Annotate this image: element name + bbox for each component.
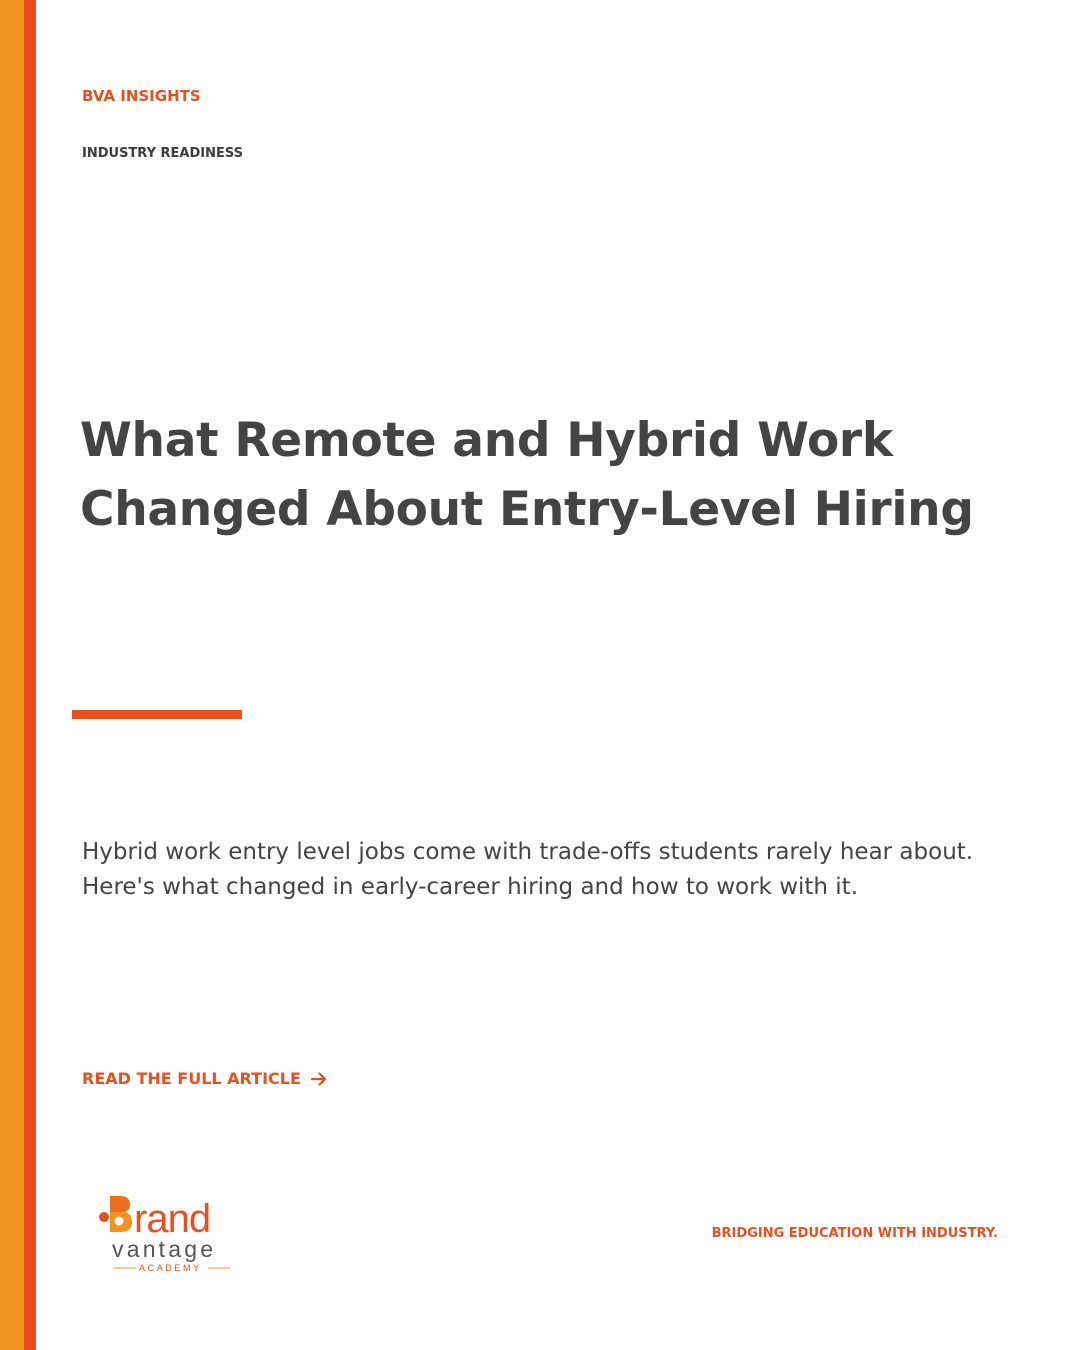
svg-text:vantage: vantage xyxy=(112,1236,217,1262)
arrow-right-icon xyxy=(310,1071,328,1087)
left-accent-stripe-red xyxy=(24,0,36,1350)
brand-vantage-academy-logo xyxy=(96,1190,244,1276)
headline-accent-bar xyxy=(72,710,242,719)
article-headline: What Remote and Hybrid Work Changed About Entry-Level Hiring xyxy=(80,413,974,537)
article-summary: Hybrid work entry level jobs come with trade-offs students rarely hear about. Here's what changed in early-career hiring and how to work with it. xyxy=(82,839,974,900)
read-full-article-link[interactable] xyxy=(82,1068,328,1090)
brand-label: BVA INSIGHTS xyxy=(82,87,201,105)
svg-text:rand: rand xyxy=(134,1197,211,1241)
category-label: INDUSTRY READINESS xyxy=(82,146,244,161)
read-full-article-label: READ THE FULL ARTICLE xyxy=(82,1069,301,1088)
left-accent-stripe-orange xyxy=(0,0,24,1350)
footer-tagline: BRIDGING EDUCATION WITH INDUSTRY. xyxy=(711,1226,998,1241)
svg-text:ACADEMY: ACADEMY xyxy=(139,1263,202,1273)
